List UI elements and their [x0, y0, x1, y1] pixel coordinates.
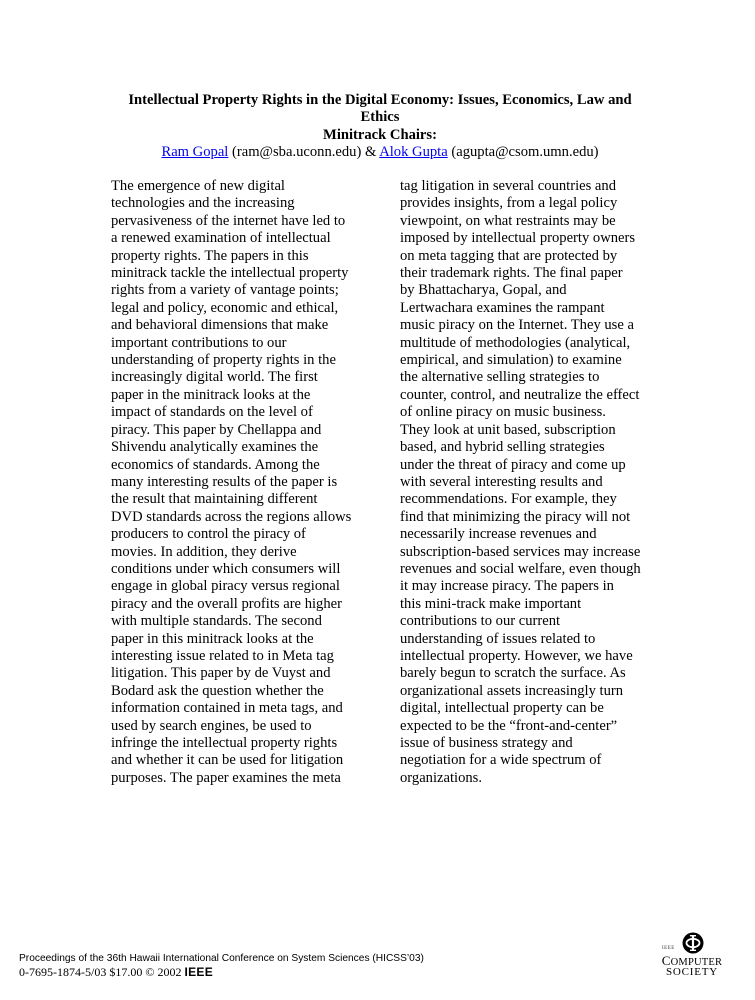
text-line: DVD standards across the regions allows: [111, 508, 352, 525]
text-line: purposes. The paper examines the meta: [111, 769, 341, 786]
text-line: of online piracy on music business.: [400, 404, 606, 421]
text-line: it may increase piracy. The papers in: [400, 578, 614, 595]
text-line: the alternative selling strategies to: [400, 369, 600, 386]
text-line: conditions under which consumers will: [111, 560, 341, 577]
text-line: under the threat of piracy and come up: [400, 456, 626, 473]
text-line: negotiation for a wide spectrum of: [400, 752, 602, 769]
text-line: used by search engines, be used to: [111, 717, 312, 734]
text-line: find that minimizing the piracy will not: [400, 508, 631, 525]
body-column-right: [400, 178, 660, 787]
chairs-line: [100, 144, 660, 161]
ieee-computer-society-emblem-icon: [682, 932, 704, 954]
text-line: technologies and the increasing: [111, 195, 295, 212]
text-line: issue of business strategy and: [400, 735, 573, 751]
text-line: subscription-based services may increase: [400, 543, 641, 560]
text-line: their trademark rights. The final paper: [400, 265, 623, 282]
text-line: property rights. The papers in this: [111, 247, 309, 264]
text-line: and whether it can be used for litigation: [111, 752, 344, 769]
text-line: Lertwachara examines the rampant: [400, 299, 605, 316]
text-line: tag litigation in several countries and: [400, 178, 617, 194]
text-line: and behavioral dimensions that make: [111, 317, 329, 334]
text-line: expected to be the “front-and-center”: [400, 717, 618, 734]
text-line: important contributions to our: [111, 334, 287, 351]
text-line: the result that maintaining different: [111, 491, 318, 508]
chairs-heading: Minitrack Chairs:: [323, 126, 437, 143]
text-line: legal and policy, economic and ethical,: [111, 299, 339, 316]
logo-ieee-prefix: IEEE: [662, 946, 675, 951]
text-line: based, and hybrid selling strategies: [400, 439, 605, 456]
chair2-email: (agupta@csom.umn.edu): [447, 144, 599, 161]
text-line: litigation. This paper by de Vuyst and: [111, 665, 331, 682]
text-line: understanding of issues related to: [400, 630, 596, 647]
text-line: empirical, and simulation) to examine: [400, 352, 622, 369]
text-line: imposed by intellectual property owners: [400, 230, 636, 247]
text-line: intellectual property. However, we have: [400, 647, 633, 664]
paper-title: [100, 92, 660, 127]
footer-isbn: [19, 965, 213, 979]
text-line: producers to control the piracy of: [111, 526, 306, 543]
title-line-2: Ethics: [360, 109, 400, 126]
logo-society-text: SOCIETY: [665, 966, 719, 978]
text-line: multitude of methodologies (analytical,: [400, 334, 631, 351]
computer-society-logo: [652, 932, 732, 982]
text-line: barely begun to scratch the surface. As: [400, 665, 626, 682]
text-line: They look at unit based, subscription: [400, 421, 616, 438]
text-line: recommendations. For example, they: [400, 491, 617, 508]
text-line: on meta tagging that are protected by: [400, 247, 618, 264]
text-line: information contained in meta tags, and: [111, 700, 343, 717]
text-line: necessarily increase revenues and: [400, 526, 597, 543]
body-column-left: [111, 178, 371, 787]
logo-computer-text: COMPUTER: [661, 953, 723, 968]
text-line: this mini-track make important: [400, 595, 582, 612]
text-line: with several interesting results and: [400, 473, 603, 490]
text-line: understanding of property rights in the: [111, 352, 336, 369]
text-line: rights from a variety of vantage points;: [111, 282, 339, 299]
text-line: digital, intellectual property can be: [400, 700, 604, 717]
text-line: revenues and social welfare, even though: [400, 560, 641, 577]
text-line: organizational assets increasingly turn: [400, 682, 624, 699]
text-line: economics of standards. Among the: [111, 456, 320, 473]
chair2-link[interactable]: Alok Gupta: [379, 144, 448, 161]
text-line: many interesting results of the paper is: [111, 473, 338, 490]
text-line: organizations.: [400, 769, 483, 786]
text-line: Shivendu analytically examines the: [111, 439, 319, 456]
text-line: a renewed examination of intellectual: [111, 230, 331, 247]
text-line: Bodard ask the question whether the: [111, 682, 324, 699]
text-line: viewpoint, on what restraints may be: [400, 212, 616, 229]
text-line: piracy. This paper by Chellappa and: [111, 421, 322, 438]
text-line: contributions to our current: [400, 613, 561, 630]
text-line: music piracy on the Internet. They use a: [400, 317, 634, 334]
ieee-wordmark: IEEE: [184, 965, 213, 979]
chair1-email: (ram@sba.uconn.edu) &: [228, 144, 380, 161]
footer-proceedings: Proceedings of the 36th Hawaii International Conference on System Sciences (HICSS’03): [19, 953, 424, 964]
text-line: with multiple standards. The second: [111, 613, 322, 630]
chair1-link[interactable]: Ram Gopal: [161, 144, 229, 161]
paper-header: [100, 92, 660, 162]
text-line: movies. In addition, they derive: [111, 543, 297, 560]
text-line: pervasiveness of the internet have led to: [111, 212, 346, 229]
text-line: minitrack tackle the intellectual property: [111, 265, 349, 282]
text-line: engage in global piracy versus regional: [111, 578, 340, 595]
text-line: paper in this minitrack looks at the: [111, 630, 314, 647]
isbn-price: 0-7695-1874-5/03 $17.00 © 2002: [19, 965, 185, 979]
text-line: infringe the intellectual property rights: [111, 735, 338, 751]
text-line: impact of standards on the level of: [111, 404, 313, 421]
text-line: piracy and the overall profits are higher: [111, 595, 342, 612]
text-line: interesting issue related to in Meta tag: [111, 647, 334, 664]
text-line: The emergence of new digital: [111, 178, 285, 194]
text-line: counter, control, and neutralize the effect: [400, 386, 640, 403]
text-line: provides insights, from a legal policy: [400, 195, 618, 212]
text-line: paper in the minitrack looks at the: [111, 386, 311, 403]
title-line-1: Intellectual Property Rights in the Digital Economy: Issues, Economics, Law and: [128, 92, 632, 108]
text-line: increasingly digital world. The first: [111, 369, 318, 386]
text-line: by Bhattacharya, Gopal, and: [400, 282, 567, 299]
